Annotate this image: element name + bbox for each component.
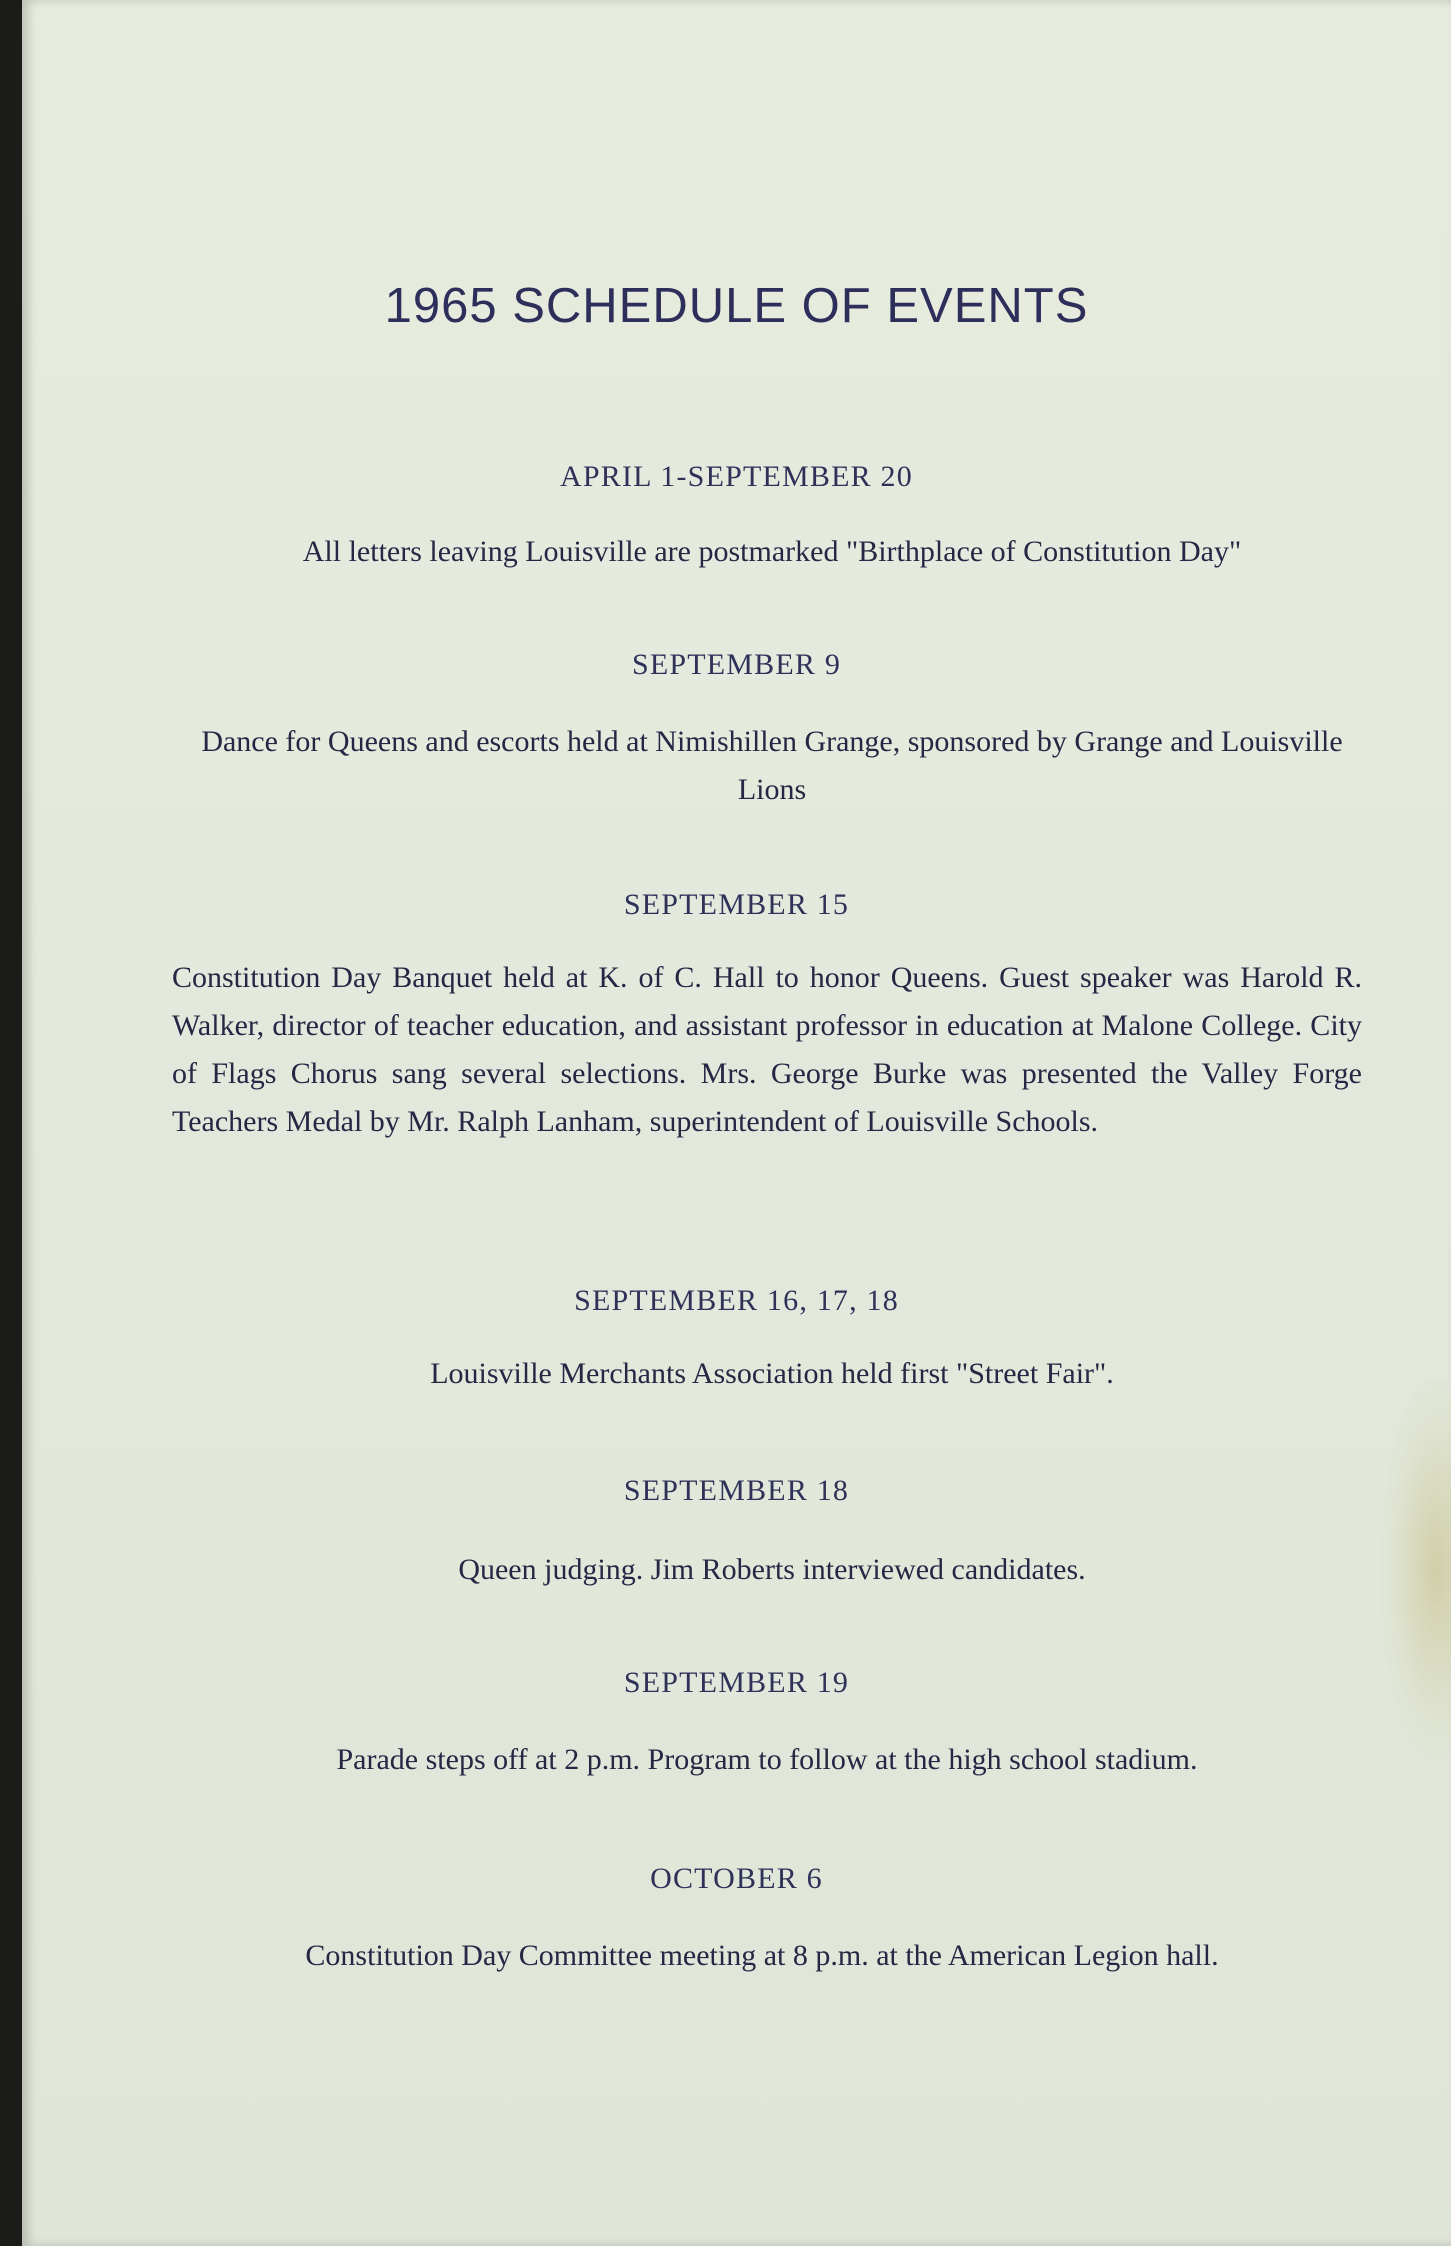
event-description: Queen judging. Jim Roberts interviewed candidates.	[458, 1553, 1086, 1586]
event-description: Parade steps off at 2 p.m. Program to follow at the high school stadium.	[336, 1743, 1198, 1776]
event-date: SEPTEMBER 15	[623, 888, 850, 921]
event-description: Constitution Day Committee meeting at 8 p.m. at the American Legion hall.	[305, 1939, 1219, 1972]
event-date: SEPTEMBER 19	[623, 1666, 850, 1699]
event-date: SEPTEMBER 16, 17, 18	[574, 1284, 899, 1317]
event-description: All letters leaving Louisville are postmarked "Birthplace of Constitution Day"	[302, 535, 1242, 568]
event-date: OCTOBER 6	[650, 1862, 823, 1895]
event-description: Louisville Merchants Association held first "Street Fair".	[430, 1357, 1114, 1390]
event-description: Constitution Day Banquet held at K. of C. Hall to honor Queens. Guest speaker was Harold R. Walker, director of teacher education, and assistant professor in education at Malone College. City of Flags Chorus sang several selections. Mrs. George Burke was presented the Valley Forge Teachers Medal by Mr. Ralph Lanham, superintendent of Louisville Schools.	[172, 961, 1362, 1138]
event-date: APRIL 1-SEPTEMBER 20	[560, 460, 913, 493]
paper-stain	[1381, 1380, 1451, 1760]
event-date: SEPTEMBER 18	[623, 1474, 850, 1507]
page-title: 1965 SCHEDULE OF EVENTS	[384, 279, 1089, 333]
event-date: SEPTEMBER 9	[631, 648, 842, 681]
document-page	[22, 0, 1451, 2246]
event-description: Dance for Queens and escorts held at Nimishillen Grange, sponsored by Grange and Louisville Lions	[201, 725, 1343, 806]
